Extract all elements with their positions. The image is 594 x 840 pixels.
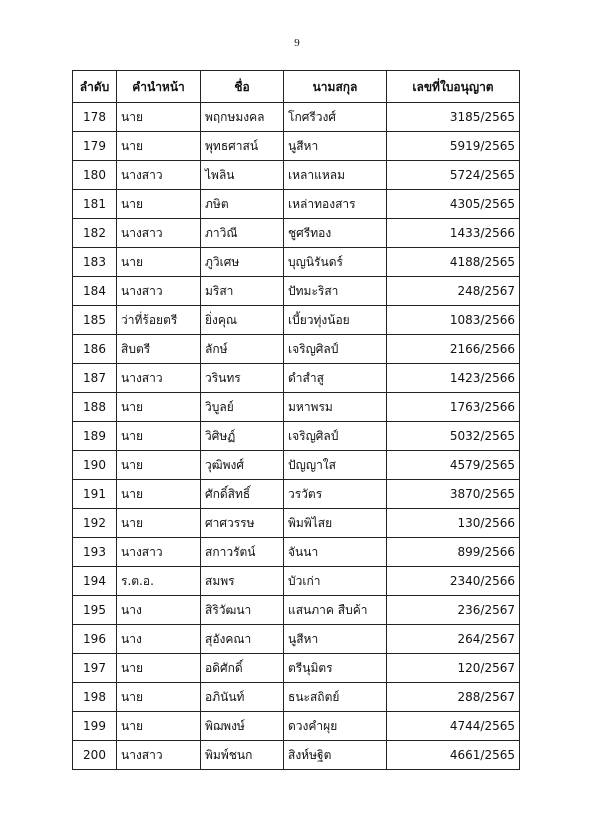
cell-order: 182 — [73, 219, 117, 248]
cell-license-number: 2340/2566 — [387, 567, 520, 596]
cell-license-number: 899/2566 — [387, 538, 520, 567]
header-prefix: คำนำหน้า — [117, 71, 201, 103]
cell-prefix: นาย — [117, 654, 201, 683]
cell-license-number: 1423/2566 — [387, 364, 520, 393]
table-row — [73, 538, 520, 567]
cell-order: 195 — [73, 596, 117, 625]
cell-last-name: แสนภาค สืบค้า — [284, 596, 387, 625]
cell-last-name: เจริญศิลป์ — [284, 335, 387, 364]
cell-prefix: นาย — [117, 190, 201, 219]
table-row — [73, 654, 520, 683]
cell-license-number: 1763/2566 — [387, 393, 520, 422]
cell-order: 200 — [73, 741, 117, 770]
cell-order: 187 — [73, 364, 117, 393]
cell-prefix: นางสาว — [117, 538, 201, 567]
cell-last-name: ธนะสถิตย์ — [284, 683, 387, 712]
cell-last-name: พิมพิไสย — [284, 509, 387, 538]
table-row — [73, 190, 520, 219]
table-row — [73, 480, 520, 509]
cell-license-number: 288/2567 — [387, 683, 520, 712]
cell-order: 179 — [73, 132, 117, 161]
cell-order: 178 — [73, 103, 117, 132]
table-row — [73, 103, 520, 132]
cell-last-name: นูสีหา — [284, 625, 387, 654]
cell-last-name: โกศรีวงศ์ — [284, 103, 387, 132]
cell-order: 193 — [73, 538, 117, 567]
cell-order: 199 — [73, 712, 117, 741]
table-row — [73, 741, 520, 770]
table-row — [73, 306, 520, 335]
cell-license-number: 248/2567 — [387, 277, 520, 306]
cell-first-name: อดิศักดิ์ — [201, 654, 284, 683]
table-row — [73, 335, 520, 364]
header-order: ลำดับ — [73, 71, 117, 103]
cell-order: 183 — [73, 248, 117, 277]
cell-license-number: 1433/2566 — [387, 219, 520, 248]
cell-prefix: นางสาว — [117, 364, 201, 393]
cell-license-number: 5919/2565 — [387, 132, 520, 161]
header-row — [73, 71, 520, 103]
cell-prefix: นาย — [117, 509, 201, 538]
cell-order: 197 — [73, 654, 117, 683]
cell-prefix: ร.ต.อ. — [117, 567, 201, 596]
cell-first-name: ภษิต — [201, 190, 284, 219]
table-row — [73, 161, 520, 190]
cell-last-name: มหาพรม — [284, 393, 387, 422]
cell-order: 189 — [73, 422, 117, 451]
cell-prefix: นาย — [117, 422, 201, 451]
cell-order: 184 — [73, 277, 117, 306]
cell-prefix: ว่าที่ร้อยตรี — [117, 306, 201, 335]
cell-last-name: ดวงคำผุย — [284, 712, 387, 741]
cell-prefix: นางสาว — [117, 741, 201, 770]
cell-last-name: ปัทมะริสา — [284, 277, 387, 306]
cell-prefix: นาย — [117, 248, 201, 277]
cell-prefix: สิบตรี — [117, 335, 201, 364]
cell-order: 196 — [73, 625, 117, 654]
cell-order: 181 — [73, 190, 117, 219]
cell-first-name: พฤกษมงคล — [201, 103, 284, 132]
cell-license-number: 1083/2566 — [387, 306, 520, 335]
cell-license-number: 4744/2565 — [387, 712, 520, 741]
cell-license-number: 4305/2565 — [387, 190, 520, 219]
cell-first-name: สมพร — [201, 567, 284, 596]
table-row — [73, 683, 520, 712]
cell-license-number: 3185/2565 — [387, 103, 520, 132]
cell-last-name: จันนา — [284, 538, 387, 567]
cell-license-number: 120/2567 — [387, 654, 520, 683]
cell-last-name: บุญนิรันดร์ — [284, 248, 387, 277]
cell-first-name: ยิ่งคุณ — [201, 306, 284, 335]
table-row — [73, 248, 520, 277]
cell-first-name: อภินันท์ — [201, 683, 284, 712]
cell-license-number: 2166/2566 — [387, 335, 520, 364]
table-row — [73, 132, 520, 161]
cell-last-name: ตรีนุมิตร — [284, 654, 387, 683]
table-row — [73, 219, 520, 248]
cell-license-number: 5724/2565 — [387, 161, 520, 190]
cell-license-number: 4188/2565 — [387, 248, 520, 277]
cell-license-number: 4661/2565 — [387, 741, 520, 770]
cell-prefix: นาย — [117, 132, 201, 161]
table-row — [73, 364, 520, 393]
table-row — [73, 596, 520, 625]
cell-first-name: วิบูลย์ — [201, 393, 284, 422]
cell-license-number: 130/2566 — [387, 509, 520, 538]
table-row — [73, 625, 520, 654]
table-body — [73, 103, 520, 770]
cell-first-name: ลักษ์ — [201, 335, 284, 364]
cell-order: 180 — [73, 161, 117, 190]
cell-first-name: วุฒิพงศ์ — [201, 451, 284, 480]
cell-first-name: ภูวิเศษ — [201, 248, 284, 277]
cell-prefix: นาง — [117, 625, 201, 654]
table-row — [73, 393, 520, 422]
cell-last-name: บัวเก่า — [284, 567, 387, 596]
cell-order: 188 — [73, 393, 117, 422]
cell-last-name: เจริญศิลป์ — [284, 422, 387, 451]
cell-first-name: ภาวิณี — [201, 219, 284, 248]
cell-prefix: นางสาว — [117, 219, 201, 248]
page-number: 9 — [294, 37, 300, 49]
cell-first-name: พุทธศาสน์ — [201, 132, 284, 161]
cell-first-name: วิศิษฏ์ — [201, 422, 284, 451]
cell-first-name: พิมพ์ชนก — [201, 741, 284, 770]
cell-license-number: 4579/2565 — [387, 451, 520, 480]
cell-license-number: 3870/2565 — [387, 480, 520, 509]
cell-first-name: มริสา — [201, 277, 284, 306]
cell-license-number: 5032/2565 — [387, 422, 520, 451]
cell-first-name: ไพลิน — [201, 161, 284, 190]
cell-prefix: นางสาว — [117, 277, 201, 306]
table-row — [73, 422, 520, 451]
cell-prefix: นาย — [117, 712, 201, 741]
cell-prefix: นาย — [117, 393, 201, 422]
cell-order: 185 — [73, 306, 117, 335]
cell-first-name: วรินทร — [201, 364, 284, 393]
cell-prefix: นาง — [117, 596, 201, 625]
header-license-number: เลขที่ใบอนุญาต — [387, 71, 520, 103]
license-table — [72, 70, 520, 770]
table-row — [73, 567, 520, 596]
header-last-name: นามสกุล — [284, 71, 387, 103]
cell-order: 186 — [73, 335, 117, 364]
table-header — [73, 71, 520, 103]
cell-first-name: ศักดิ์สิทธิ์ — [201, 480, 284, 509]
cell-last-name: เหลาแหลม — [284, 161, 387, 190]
cell-prefix: นาย — [117, 683, 201, 712]
header-first-name: ชื่อ — [201, 71, 284, 103]
cell-last-name: ชูศรีทอง — [284, 219, 387, 248]
table-row — [73, 509, 520, 538]
cell-first-name: สุอังคณา — [201, 625, 284, 654]
cell-last-name: เบี้ยวทุ่งน้อย — [284, 306, 387, 335]
cell-prefix: นาย — [117, 103, 201, 132]
cell-last-name: สิงห์ษฐิต — [284, 741, 387, 770]
cell-last-name: เหล่าทองสาร — [284, 190, 387, 219]
cell-order: 190 — [73, 451, 117, 480]
cell-first-name: สิริวัฒนา — [201, 596, 284, 625]
cell-order: 192 — [73, 509, 117, 538]
cell-prefix: นาย — [117, 480, 201, 509]
cell-last-name: นูสีหา — [284, 132, 387, 161]
cell-order: 198 — [73, 683, 117, 712]
cell-last-name: ดำสำสู — [284, 364, 387, 393]
cell-first-name: ศาศวรรษ — [201, 509, 284, 538]
table-row — [73, 712, 520, 741]
cell-license-number: 264/2567 — [387, 625, 520, 654]
cell-order: 191 — [73, 480, 117, 509]
cell-first-name: สกาวรัตน์ — [201, 538, 284, 567]
cell-license-number: 236/2567 — [387, 596, 520, 625]
table-row — [73, 277, 520, 306]
table-row — [73, 451, 520, 480]
cell-prefix: นาย — [117, 451, 201, 480]
cell-last-name: วรวัตร — [284, 480, 387, 509]
cell-prefix: นางสาว — [117, 161, 201, 190]
cell-first-name: พิฌพงษ์ — [201, 712, 284, 741]
cell-order: 194 — [73, 567, 117, 596]
cell-last-name: ปัญญาใส — [284, 451, 387, 480]
